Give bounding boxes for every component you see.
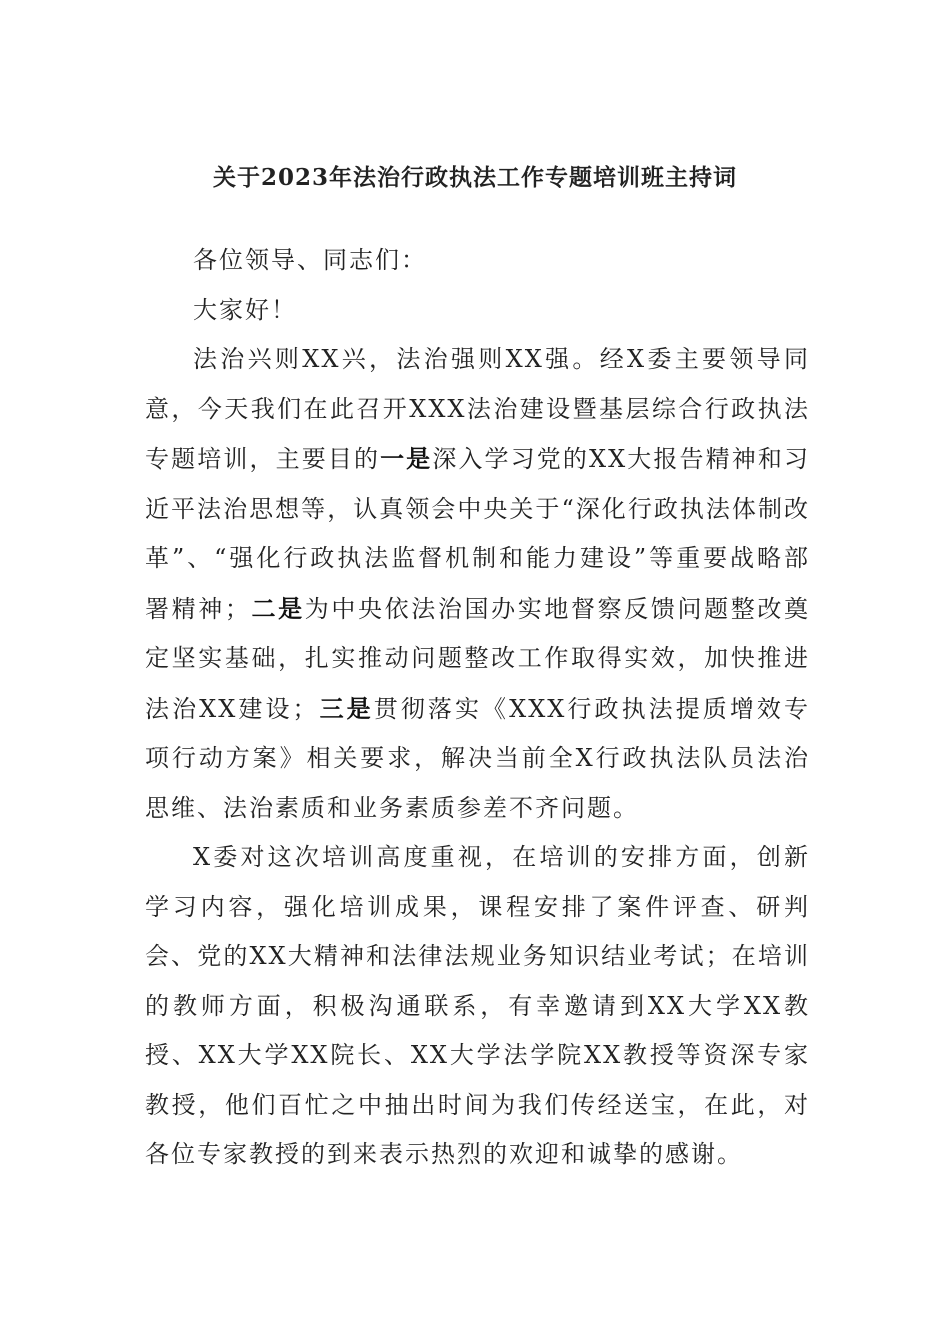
marker-third: 三是 xyxy=(318,693,374,723)
salutation: 各位领导、同志们： xyxy=(193,246,427,274)
greeting: 大家好！ xyxy=(193,295,297,324)
paragraph-arrangements: X委对这次培训高度重视，在培训的安排方面，创新学习内容，强化培训成果，课程安排了案件评查、研判会、党的XX大精神和法律法规业务知识结业考试；在培训的教师方面，积极沟通联系，有幸邀请到XX大学XX教授、XX大学XX院长、XX大学法学院XX教授等资深专家教授，他们百忙之中抽出时间为我们传经送宝，在此，对各位专家教授的到来表示热烈的欢迎和诚挚的感谢。 xyxy=(145,843,810,1168)
marker-first: 一是 xyxy=(380,444,433,473)
point-first: 深入学习党的XX大报告精神和习近平法治思想等，认真领会中央关于“深化行政执法体制改革”、“强化行政执法监督机制和能力建设”等重要战略部署精神； xyxy=(145,445,811,623)
document-body xyxy=(145,236,810,1180)
point-third: 贯彻落实《XXX行政执法提质增效专项行动方案》相关要求，解决当前全X行政执法队员法治思维、法治素质和业务素质参差不齐问题。 xyxy=(145,694,811,822)
marker-second: 二是 xyxy=(250,593,305,623)
point-second: 为中央依法治国办实地督察反馈问题整改奠定坚实基础，扎实推动问题整改工作取得实效，加快推进法治XX建设； xyxy=(145,594,810,723)
paragraph-purpose xyxy=(145,335,810,833)
document-title: 关于2023年法治行政执法工作专题培训班主持词 xyxy=(212,164,737,191)
paragraph-intro: 法治兴则XX兴，法治强则XX强。经X委主要领导同意，今天我们在此召开XXX法治建设暨基层综合行政执法专题培训，主要目的 xyxy=(145,345,810,473)
